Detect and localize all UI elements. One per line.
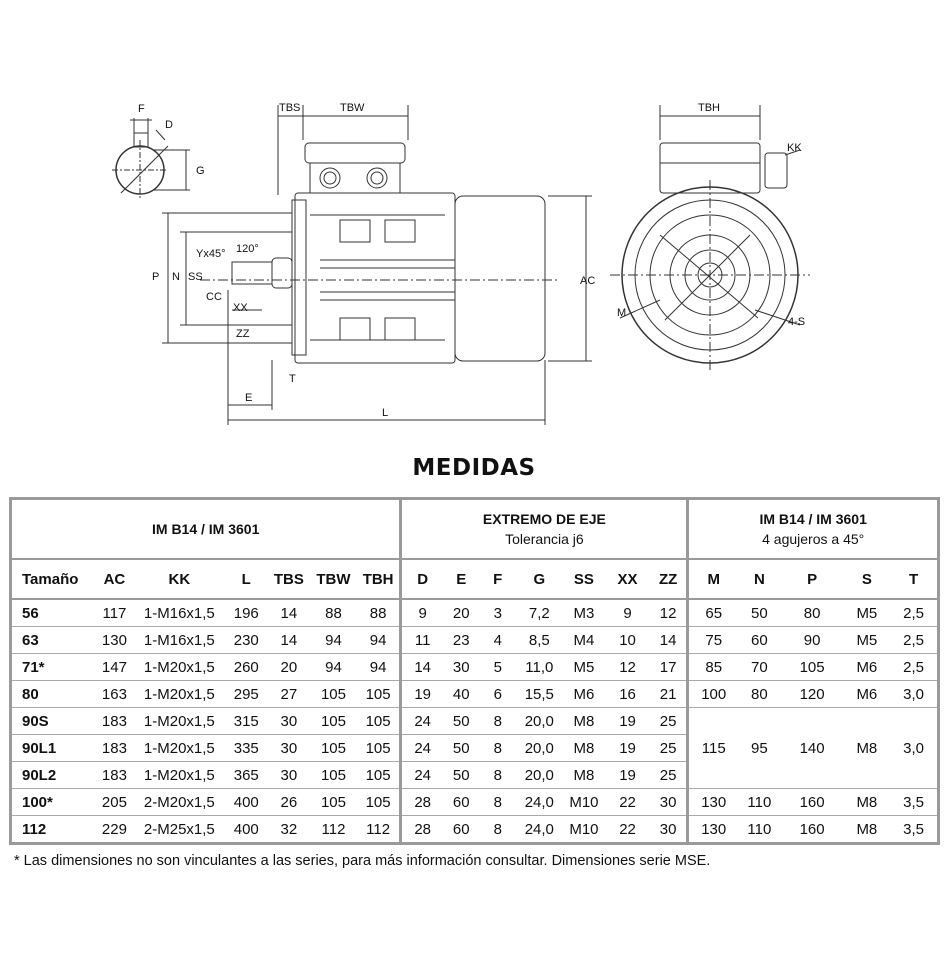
table-row — [11, 654, 939, 681]
table-cell: 26 — [268, 789, 311, 816]
label-m: M — [617, 307, 627, 319]
table-cell: 105 — [357, 789, 401, 816]
table-cell: 70 — [738, 654, 781, 681]
column-header: Tamaño — [11, 559, 96, 599]
table-cell: 4 — [479, 627, 516, 654]
table-cell: M5 — [563, 654, 606, 681]
table-cell: 9 — [401, 599, 443, 627]
label-d: D — [165, 119, 173, 131]
table-cell: 25 — [650, 708, 688, 735]
table-cell: 24 — [401, 708, 443, 735]
table-cell: 21 — [650, 681, 688, 708]
table-cell: 105 — [310, 708, 357, 735]
label-xx: XX — [233, 302, 248, 314]
table-cell: 14 — [650, 627, 688, 654]
table-cell: 28 — [401, 789, 443, 816]
table-row — [11, 816, 939, 844]
label-g: G — [196, 165, 205, 177]
column-header: T — [890, 559, 938, 599]
table-cell: 24 — [401, 735, 443, 762]
label-tbh: TBH — [698, 102, 720, 114]
table-cell: 20,0 — [516, 735, 563, 762]
table-cell: 56 — [11, 599, 96, 627]
table-cell: 30 — [659, 820, 677, 838]
table-cell: 335 — [225, 735, 268, 762]
table-cell: 8 — [479, 789, 516, 816]
table-cell: 196 — [225, 599, 268, 627]
table-cell: 71* — [11, 654, 96, 681]
table-cell: 1-M20x1,5 — [134, 681, 225, 708]
table-cell: 400 — [233, 820, 259, 838]
label-tbw: TBW — [340, 102, 365, 114]
table-cell: 15,5 — [516, 681, 563, 708]
table-cell: 2,5 — [890, 599, 938, 627]
table-cell: 1-M20x1,5 — [134, 654, 225, 681]
label-angle: 120° — [236, 243, 259, 255]
table-cell: 110 — [747, 820, 772, 838]
table-cell: 2-M25x1,5 — [143, 820, 215, 838]
table-cell: 60 — [738, 627, 781, 654]
label-zz: ZZ — [236, 328, 250, 340]
table-cell: 105 — [310, 789, 357, 816]
table-cell: 16 — [605, 681, 650, 708]
table-cell: 95 — [738, 708, 781, 789]
table-cell: M8 — [563, 708, 606, 735]
table-cell: 23 — [443, 627, 480, 654]
table-cell: 105 — [357, 708, 401, 735]
table-cell: M5 — [844, 627, 891, 654]
table-cell: 105 — [310, 735, 357, 762]
table-cell: 2,5 — [890, 654, 938, 681]
column-header: P — [781, 559, 844, 599]
table-cell: 14 — [268, 599, 311, 627]
table-cell: 3,0 — [890, 708, 938, 789]
table-cell: 400 — [225, 789, 268, 816]
table-cell: 260 — [225, 654, 268, 681]
table-cell: 20,0 — [516, 708, 563, 735]
column-header-row — [11, 559, 939, 599]
table-cell: 112 — [321, 820, 346, 838]
table-cell: 110 — [738, 789, 781, 816]
group-header-mounting: IM B14 / IM 3601 — [11, 499, 401, 560]
motor-technical-drawing — [0, 0, 948, 445]
label-y: Yx45° — [196, 248, 226, 260]
table-cell: 365 — [225, 762, 268, 789]
table-cell: 50 — [443, 708, 480, 735]
label-cc: CC — [206, 291, 222, 303]
table-cell: 25 — [650, 762, 688, 789]
table-cell: 22 — [605, 789, 650, 816]
table-cell: 160 — [781, 789, 844, 816]
table-row — [11, 708, 939, 735]
table-cell: 105 — [357, 735, 401, 762]
table-cell: 90 — [781, 627, 844, 654]
table-cell: 1-M20x1,5 — [134, 708, 225, 735]
table-cell: 65 — [688, 599, 738, 627]
table-cell: 24,0 — [524, 820, 554, 838]
table-cell: 10 — [605, 627, 650, 654]
table-cell: M10 — [563, 789, 606, 816]
table-cell: 229 — [101, 820, 127, 838]
table-cell: 315 — [225, 708, 268, 735]
table-cell: M8 — [563, 762, 606, 789]
table-cell: 94 — [310, 627, 357, 654]
column-header: F — [479, 559, 516, 599]
column-header: KK — [134, 559, 225, 599]
table-cell: M10 — [569, 820, 599, 838]
column-header: E — [443, 559, 480, 599]
table-cell: 14 — [401, 654, 443, 681]
table-row — [11, 789, 939, 816]
table-cell: 105 — [781, 654, 844, 681]
table-cell: 90L1 — [11, 735, 96, 762]
column-header: AC — [95, 559, 134, 599]
label-f: F — [138, 103, 145, 115]
table-cell: 105 — [357, 762, 401, 789]
table-cell: 1-M20x1,5 — [134, 735, 225, 762]
dimensions-table — [9, 497, 940, 845]
group-header-shaft: EXTREMO DE EJE Tolerancia j6 — [401, 499, 688, 560]
table-cell: 8 — [493, 820, 502, 838]
table-cell: 163 — [95, 681, 134, 708]
table-cell: 8 — [479, 735, 516, 762]
table-cell: 63 — [11, 627, 96, 654]
column-header: TBH — [357, 559, 401, 599]
table-cell: 183 — [95, 708, 134, 735]
table-cell: 25 — [650, 735, 688, 762]
table-cell: 20,0 — [516, 762, 563, 789]
column-header: D — [401, 559, 443, 599]
table-cell: 30 — [268, 762, 311, 789]
column-header: TBW — [310, 559, 357, 599]
label-tbs: TBS — [279, 102, 301, 114]
table-cell: 2-M20x1,5 — [134, 789, 225, 816]
table-cell: 3,5 — [903, 820, 925, 838]
table-cell: 3,0 — [890, 681, 938, 708]
column-header: L — [225, 559, 268, 599]
table-cell: 19 — [605, 762, 650, 789]
label-e: E — [245, 392, 253, 404]
table-cell: 117 — [95, 599, 134, 627]
table-cell: 105 — [357, 681, 401, 708]
column-header: M — [688, 559, 738, 599]
table-cell: 130 — [95, 627, 134, 654]
table-cell: 230 — [225, 627, 268, 654]
table-cell: 6 — [479, 681, 516, 708]
table-cell: 295 — [225, 681, 268, 708]
table-cell: 75 — [688, 627, 738, 654]
table-cell: 90L2 — [11, 762, 96, 789]
table-cell: 130 — [688, 816, 738, 844]
table-cell: 19 — [605, 735, 650, 762]
table-cell: 80 — [781, 599, 844, 627]
column-header: SS — [563, 559, 606, 599]
table-cell: M8 — [563, 735, 606, 762]
table-cell: 50 — [443, 762, 480, 789]
table-cell: 183 — [95, 735, 134, 762]
table-cell: M8 — [856, 820, 878, 838]
table-cell: 112 — [22, 820, 47, 838]
table-cell: 30 — [443, 654, 480, 681]
table-cell: 105 — [310, 762, 357, 789]
label-l: L — [382, 407, 389, 419]
table-cell: 22 — [619, 820, 636, 838]
table-cell: 80 — [11, 681, 96, 708]
column-header: XX — [605, 559, 650, 599]
table-cell: 8 — [479, 762, 516, 789]
table-cell: 90S — [11, 708, 96, 735]
table-cell: 1-M16x1,5 — [134, 599, 225, 627]
table-cell: 14 — [268, 627, 311, 654]
page-title: MEDIDAS — [412, 455, 536, 481]
table-cell: 60 — [452, 820, 470, 838]
table-cell: 147 — [95, 654, 134, 681]
table-cell: 12 — [650, 599, 688, 627]
table-cell: 27 — [268, 681, 311, 708]
table-cell: 17 — [650, 654, 688, 681]
table-cell: 9 — [605, 599, 650, 627]
table-cell: 30 — [650, 789, 688, 816]
column-header: N — [738, 559, 781, 599]
table-cell: 20 — [268, 654, 311, 681]
label-ac: AC — [580, 275, 596, 287]
table-cell: 112 — [366, 820, 391, 838]
table-cell: 60 — [443, 789, 480, 816]
table-cell: 19 — [605, 708, 650, 735]
table-cell: 88 — [357, 599, 401, 627]
table-cell: 50 — [443, 735, 480, 762]
table-cell: 80 — [738, 681, 781, 708]
table-cell: M4 — [563, 627, 606, 654]
table-cell: 30 — [268, 708, 311, 735]
table-cell: 3 — [479, 599, 516, 627]
table-cell: 140 — [781, 708, 844, 789]
table-cell: 7,2 — [516, 599, 563, 627]
table-cell: 1-M16x1,5 — [134, 627, 225, 654]
table-row — [11, 599, 939, 627]
table-cell: 11,0 — [516, 654, 563, 681]
group-header-flange: IM B14 / IM 3601 4 agujeros a 45° — [688, 499, 939, 560]
column-header: TBS — [268, 559, 311, 599]
table-cell: 1-M20x1,5 — [134, 762, 225, 789]
table-cell: M8 — [844, 789, 891, 816]
label-kk: KK — [787, 142, 802, 154]
column-header: S — [844, 559, 891, 599]
table-cell: 50 — [738, 599, 781, 627]
table-cell: 2,5 — [890, 627, 938, 654]
table-cell: 115 — [688, 708, 738, 789]
table-cell: 160 — [799, 820, 825, 838]
table-cell: 120 — [781, 681, 844, 708]
table-cell: 32 — [280, 820, 298, 838]
label-ss: SS — [188, 271, 203, 283]
table-cell: 100* — [11, 789, 96, 816]
table-cell: 130 — [688, 789, 738, 816]
table-row — [11, 627, 939, 654]
table-cell: 20 — [443, 599, 480, 627]
table-cell: 94 — [357, 654, 401, 681]
column-header: ZZ — [650, 559, 688, 599]
table-cell: 8,5 — [516, 627, 563, 654]
table-cell: 28 — [401, 816, 443, 844]
column-header: G — [516, 559, 563, 599]
table-cell: M6 — [563, 681, 606, 708]
table-cell: 94 — [357, 627, 401, 654]
table-cell: M5 — [844, 599, 891, 627]
table-cell: 11 — [401, 627, 443, 654]
table-row — [11, 681, 939, 708]
table-cell: 5 — [479, 654, 516, 681]
table-cell: 105 — [310, 681, 357, 708]
label-t: T — [289, 373, 296, 385]
footnote: * Las dimensiones no son vinculantes a las series, para más información consultar. Dimensiones serie MSE. — [14, 853, 711, 869]
table-cell: M6 — [844, 654, 891, 681]
table-cell: 100 — [688, 681, 738, 708]
label-n: N — [172, 271, 180, 283]
table-cell: 183 — [95, 762, 134, 789]
table-cell: M6 — [844, 681, 891, 708]
table-cell: 40 — [443, 681, 480, 708]
table-cell: 24,0 — [516, 789, 563, 816]
table-cell: 94 — [310, 654, 357, 681]
table-cell: 12 — [605, 654, 650, 681]
table-cell: 24 — [401, 762, 443, 789]
table-cell: 205 — [95, 789, 134, 816]
table-cell: M3 — [563, 599, 606, 627]
table-cell: M8 — [844, 708, 891, 789]
table-cell: 85 — [688, 654, 738, 681]
label-s: 4-S — [788, 316, 806, 328]
table-cell: 3,5 — [890, 789, 938, 816]
label-p: P — [152, 271, 160, 283]
table-cell: 30 — [268, 735, 311, 762]
table-cell: 88 — [310, 599, 357, 627]
table-cell: 19 — [401, 681, 443, 708]
table-cell: 8 — [479, 708, 516, 735]
